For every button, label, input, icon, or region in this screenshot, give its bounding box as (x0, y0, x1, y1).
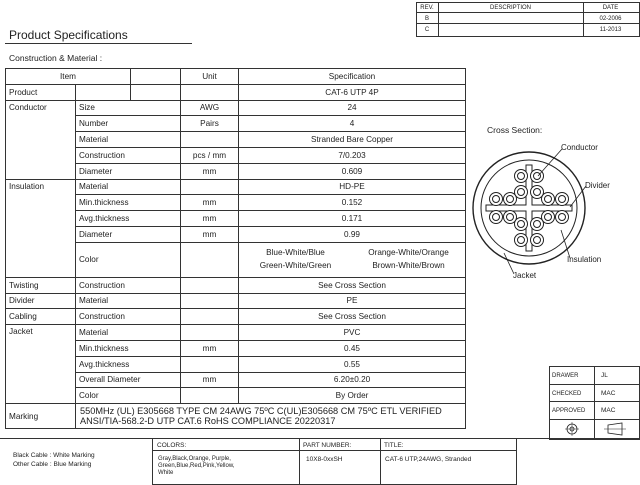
marking-line-1: 550MHz (UL) E305668 TYPE CM 24AWG 75ºC C(UL)E305668 CM 75ºC ETL VERIFIED (80, 406, 442, 417)
jacket-material-label: Material (76, 325, 181, 341)
cabling-group: Cabling (6, 309, 76, 325)
insulation-callout: Insulation (567, 255, 602, 264)
description-header: DESCRIPTION (489, 5, 531, 11)
divider-group: Divider (6, 293, 76, 309)
twisting-label: Construction (76, 277, 181, 293)
marking-note-other: Other Cable : Blue Marking (13, 461, 92, 468)
insulation-diameter-label: Diameter (76, 226, 181, 242)
conductor-material-value: Stranded Bare Copper (239, 132, 466, 148)
jacket-overall-diameter-label: Overall Diameter (76, 372, 181, 388)
part-number-value: 10X8-0xxSH (306, 456, 343, 463)
insulation-avg-thickness-label: Avg.thickness (76, 211, 181, 227)
conductor-diameter-label: Diameter (76, 163, 181, 179)
page-title: Product Specifications (9, 28, 128, 42)
colors-line-2: Green,Blue,Red,Pink,Yellow, (158, 463, 235, 469)
twisting-group: Twisting (6, 277, 76, 293)
insulation-min-thickness-unit: mm (181, 195, 239, 211)
conductor-callout: Conductor (561, 143, 598, 152)
rev-b: B (424, 16, 429, 22)
twisting-value: See Cross Section (239, 277, 466, 293)
insulation-color-values (239, 242, 466, 277)
conductor-number-unit: Pairs (181, 116, 239, 132)
conductor-number-label: Number (76, 116, 181, 132)
conductor-diameter-value: 0.609 (239, 163, 466, 179)
color-pair-4: Brown-White/Brown (372, 261, 445, 271)
header-unit: Unit (181, 69, 239, 85)
insulation-diameter-value: 0.99 (239, 226, 466, 242)
header-item: Item (6, 69, 131, 85)
drawer-label: DRAWER (552, 373, 579, 379)
jacket-color-unit (181, 388, 239, 404)
jacket-min-thickness-label: Min.thickness (76, 340, 181, 356)
conductor-construction-unit: pcs / mm (181, 147, 239, 163)
conductor-size-unit: AWG (181, 100, 239, 116)
jacket-avg-thickness-value: 0.55 (239, 356, 466, 372)
part-number-label: PART NUMBER: (303, 442, 352, 449)
colors-line-1: Gray,Black,Orange, Purple, (158, 456, 231, 462)
insulation-diameter-unit: mm (181, 226, 239, 242)
jacket-avg-thickness-label: Avg.thickness (76, 356, 181, 372)
insulation-material-label: Material (76, 179, 181, 195)
drawer-value: JL (601, 372, 608, 379)
rev-b-date: 02-2006 (599, 16, 622, 22)
divider-label: Material (76, 293, 181, 309)
cross-section-diagram (466, 135, 638, 287)
marking-line-2: ANSI/TIA-568.2-D UTP CAT.6 RoHS COMPLIANCE 20220317 (80, 416, 336, 427)
color-pair-2: Orange-White/Orange (368, 248, 449, 258)
colors-label: COLORS: (157, 442, 187, 449)
jacket-material-unit (181, 325, 239, 341)
conductor-construction-label: Construction (76, 147, 181, 163)
divider-callout: Divider (585, 181, 610, 190)
conductor-construction-value: 7/0.203 (239, 147, 466, 163)
color-pair-1: Blue-White/Blue (266, 248, 325, 258)
marking-text (76, 404, 466, 429)
jacket-avg-thickness-unit (181, 356, 239, 372)
jacket-min-thickness-value: 0.45 (239, 340, 466, 356)
title-label: TITLE: (384, 442, 404, 449)
checked-label: CHECKED (552, 391, 582, 397)
jacket-overall-diameter-value: 6.20±0.20 (239, 372, 466, 388)
insulation-min-thickness-value: 0.152 (239, 195, 466, 211)
section-heading: Construction & Material : (9, 53, 103, 63)
approved-label: APPROVED (552, 408, 586, 414)
jacket-material-value: PVC (239, 325, 466, 341)
spec-table (5, 68, 466, 429)
conductor-size-label: Size (76, 100, 181, 116)
jacket-overall-diameter-unit: mm (181, 372, 239, 388)
insulation-material-unit (181, 179, 239, 195)
insulation-avg-thickness-value: 0.171 (239, 211, 466, 227)
conductor-material-unit (181, 132, 239, 148)
conductor-number-value: 4 (239, 116, 466, 132)
cross-section-title: Cross Section: (487, 125, 543, 135)
conductor-group: Conductor (6, 100, 76, 179)
jacket-color-label: Color (76, 388, 181, 404)
conductor-material-label: Material (76, 132, 181, 148)
marking-note-black: Black Cable : White Marking (13, 452, 95, 459)
product-label: Product (6, 84, 76, 100)
jacket-circle (473, 152, 585, 264)
insulation-color-label: Color (76, 242, 181, 277)
divider-value: PE (239, 293, 466, 309)
cabling-value: See Cross Section (239, 309, 466, 325)
marking-label: Marking (6, 404, 76, 429)
insulation-min-thickness-label: Min.thickness (76, 195, 181, 211)
jacket-min-thickness-unit: mm (181, 340, 239, 356)
jacket-group: Jacket (6, 325, 76, 404)
rev-header: REV. (420, 5, 434, 11)
insulation-material-value: HD-PE (239, 179, 466, 195)
conductor-size-value: 24 (239, 100, 466, 116)
colors-line-3: White (158, 470, 174, 476)
product-value: CAT-6 UTP 4P (239, 84, 466, 100)
insulation-group: Insulation (6, 179, 76, 277)
colors-value (158, 456, 235, 477)
jacket-callout: Jacket (513, 271, 537, 280)
cabling-label: Construction (76, 309, 181, 325)
insulation-avg-thickness-unit: mm (181, 211, 239, 227)
rev-c: C (424, 27, 430, 33)
approved-value: MAC (601, 407, 616, 414)
projection-symbol-icon (564, 422, 636, 436)
date-header: DATE (602, 5, 619, 11)
checked-value: MAC (601, 390, 616, 397)
rev-c-date: 11-2013 (599, 27, 622, 33)
conductor-diameter-unit: mm (181, 163, 239, 179)
color-pair-3: Green-White/Green (259, 261, 332, 271)
jacket-color-value: By Order (239, 388, 466, 404)
title-value: CAT-6 UTP,24AWG, Stranded (385, 456, 472, 463)
header-spec: Specification (239, 69, 466, 85)
